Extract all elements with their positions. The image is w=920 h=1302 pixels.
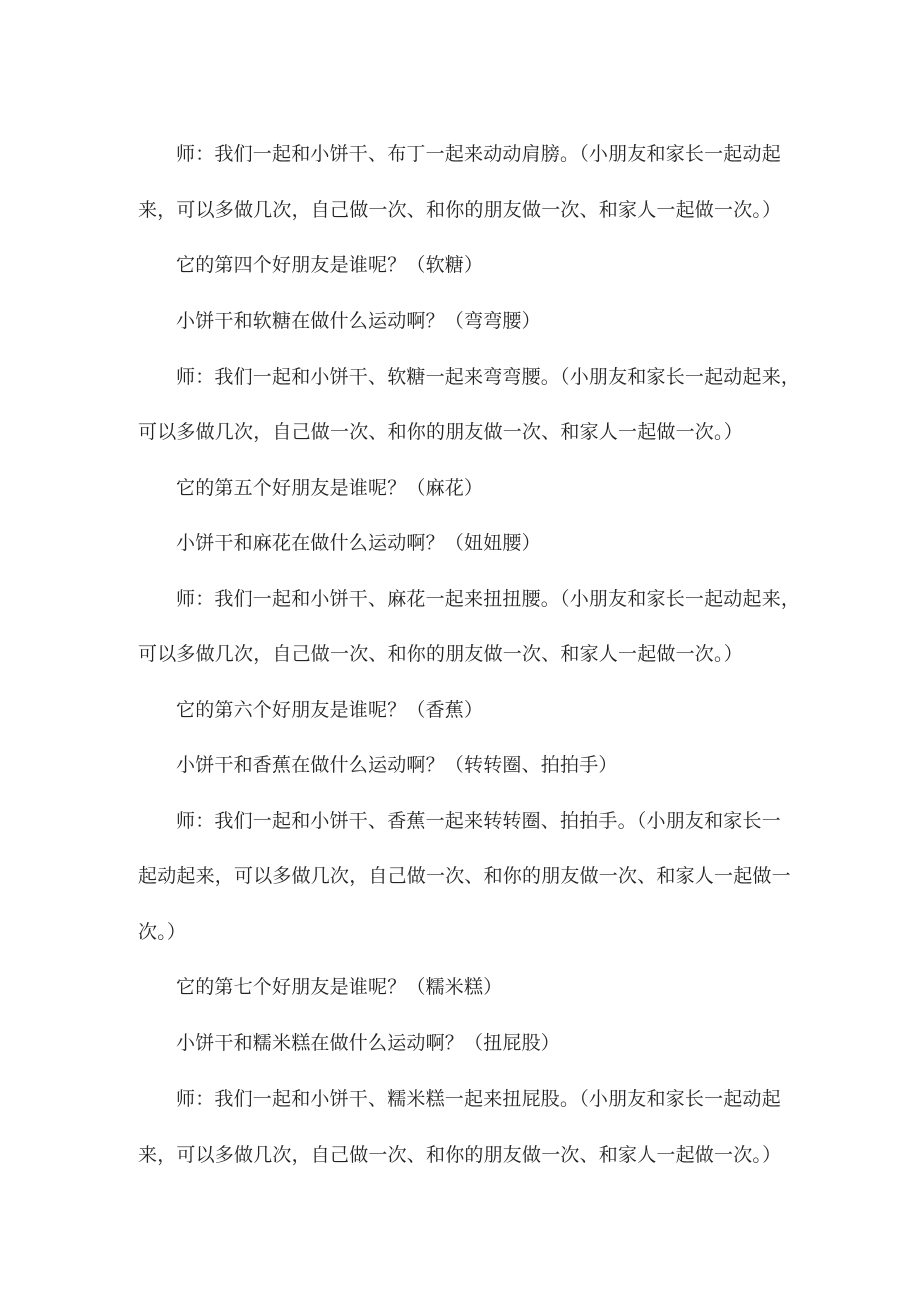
paragraph-line-5: 师：我们一起和小饼干、软糖一起来弯弯腰。（小朋友和家长一起动起来， — [176, 366, 801, 388]
paragraph-line-12: 小饼干和香蕉在做什么运动啊？（转转圈、拍拍手） — [176, 754, 618, 776]
paragraph-line-1: 师：我们一起和小饼干、布丁一起来动动肩膀。（小朋友和家长一起动起 — [176, 143, 781, 165]
paragraph-line-11: 它的第六个好朋友是谁呢？（香蕉） — [176, 699, 484, 721]
paragraph-line-18: 师：我们一起和小饼干、糯米糕一起来扭屁股。（小朋友和家长一起动起 — [176, 1088, 781, 1110]
paragraph-line-10: 可以多做几次，自己做一次、和你的朋友做一次、和家人一起做一次。） — [138, 643, 743, 665]
paragraph-line-4: 小饼干和软糖在做什么运动啊？（弯弯腰） — [176, 310, 541, 332]
paragraph-line-8: 小饼干和麻花在做什么运动啊？（妞妞腰） — [176, 532, 541, 554]
paragraph-line-2: 来，可以多做几次，自己做一次、和你的朋友做一次、和家人一起做一次。） — [138, 199, 782, 221]
paragraph-line-15: 次。） — [138, 921, 187, 943]
paragraph-line-3: 它的第四个好朋友是谁呢？（软糖） — [176, 254, 484, 276]
paragraph-line-19: 来，可以多做几次，自己做一次、和你的朋友做一次、和家人一起做一次。） — [138, 1144, 782, 1166]
paragraph-line-16: 它的第七个好朋友是谁呢？（糯米糕） — [176, 976, 503, 998]
paragraph-line-13: 师：我们一起和小饼干、香蕉一起来转转圈、拍拍手。（小朋友和家长一 — [176, 810, 781, 832]
paragraph-line-6: 可以多做几次，自己做一次、和你的朋友做一次、和家人一起做一次。） — [138, 421, 743, 443]
paragraph-line-9: 师：我们一起和小饼干、麻花一起来扭扭腰。（小朋友和家长一起动起来， — [176, 588, 801, 610]
paragraph-line-14: 起动起来，可以多做几次，自己做一次、和你的朋友做一次、和家人一起做一 — [138, 865, 791, 887]
paragraph-line-17: 小饼干和糯米糕在做什么运动啊？（扭屁股） — [176, 1032, 561, 1054]
paragraph-line-7: 它的第五个好朋友是谁呢？（麻花） — [176, 477, 484, 499]
